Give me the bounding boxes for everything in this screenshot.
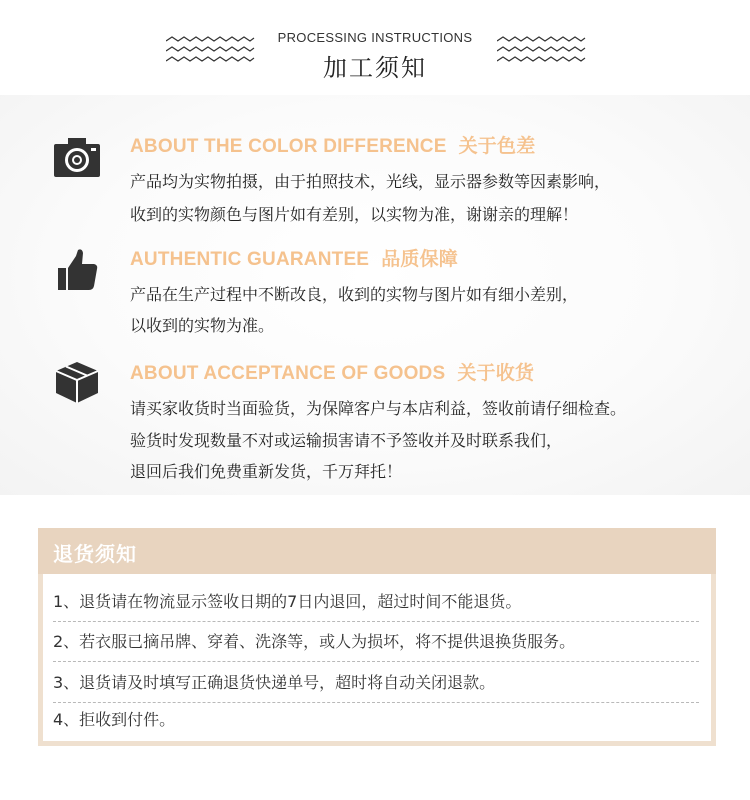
return-policy-item: 2、若衣服已摘吊牌、穿着、洗涤等，或人为损坏，将不提供退换货服务。 — [53, 622, 699, 662]
return-policy-header — [38, 528, 716, 574]
return-policy-box — [38, 528, 716, 746]
section-title-en: AUTHENTIC GUARANTEE — [130, 249, 370, 270]
section-text-line: 退回后我们免费重新发货，千万拜托！ — [130, 462, 403, 481]
section-text-line: 验货时发现数量不对或运输损害请不予签收并及时联系我们， — [130, 431, 563, 450]
section-text-line: 请买家收货时当面验货，为保障客户与本店利益，签收前请仔细检查。 — [130, 399, 627, 418]
return-policy-item: 3、退货请及时填写正确退货快递单号，超时将自动关闭退款。 — [53, 663, 699, 703]
header-title-en: PROCESSING INSTRUCTIONS — [277, 30, 473, 45]
section-title-cn: 品质保障 — [381, 249, 458, 270]
camera-icon — [52, 135, 102, 179]
section-title — [130, 131, 535, 158]
section-title-en: ABOUT ACCEPTANCE OF GOODS — [130, 363, 446, 384]
return-policy-item: 4、拒收到付件。 — [53, 710, 176, 729]
box-icon — [52, 360, 102, 404]
section-title — [130, 358, 534, 385]
section-text-line: 产品均为实物拍摄，由于拍照技术，光线，显示器参数等因素影响， — [130, 172, 611, 191]
section-text-line: 收到的实物颜色与图片如有差别，以实物为准，谢谢亲的理解！ — [130, 205, 579, 224]
section-title-cn: 关于色差 — [458, 136, 536, 157]
header-title-cn: 加工须知 — [323, 54, 427, 82]
wave-decoration-right — [497, 36, 589, 68]
section-text-line: 以收到的实物为准。 — [130, 316, 275, 335]
return-policy-item: 1、退货请在物流显示签收日期的7日内退回，超过时间不能退货。 — [53, 582, 699, 622]
section-title-cn: 关于收货 — [457, 363, 535, 384]
section-title — [130, 244, 458, 271]
return-policy-list — [43, 574, 711, 741]
section-title-en: ABOUT THE COLOR DIFFERENCE — [130, 136, 447, 157]
return-policy-title: 退货须知 — [53, 542, 137, 566]
thumbs-up-icon — [52, 248, 102, 292]
header — [0, 0, 750, 90]
section-text-line: 产品在生产过程中不断改良，收到的实物与图片如有细小差别， — [130, 285, 579, 304]
